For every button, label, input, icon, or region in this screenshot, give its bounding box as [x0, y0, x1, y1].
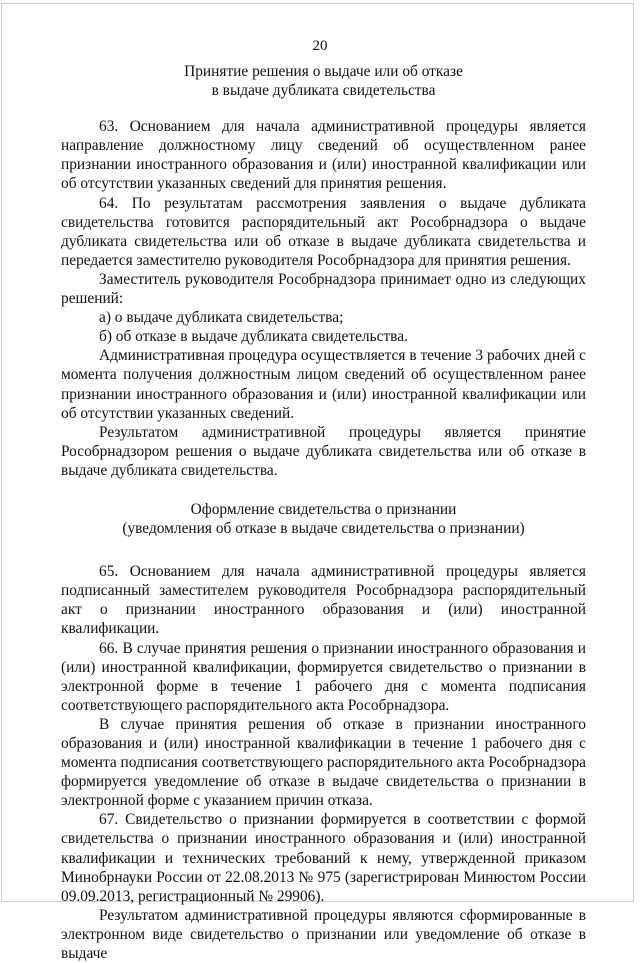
paragraph-procedure-result: Результатом административной процедуры является принятие Рособрнадзором решения о выдаче дубликата свидетельства или об отказе в выдаче дубликата свидетельства. — [61, 423, 586, 479]
page-number: 20 — [312, 38, 328, 54]
heading-line: в выдаче дубликата свидетельства — [211, 82, 436, 100]
heading-line: Оформление свидетельства о признании — [190, 500, 457, 518]
paragraph-63: 63. Основанием для начала административной процедуры является направление должностному лицу сведений об осуществленном ранее признании иностранного образования и (или) иностранной квалификации или об отсутствии указанных сведений для принятия решения. — [61, 118, 586, 193]
heading-line: Принятие решения о выдаче или об отказе — [184, 63, 463, 80]
page-content — [61, 62, 586, 963]
paragraph-66: 66. В случае принятия решения о признании иностранного образования и (или) иностранной квалификации, формируется свидетельство о признании в электронной форме в течение 1 рабочего дня с момента подписания соответствующего распорядительного акта Рособрнадзора. — [61, 639, 586, 714]
paragraph-procedure-result-2: Результатом административной процедуры являются сформированные в электронном виде свидетельство о признании или уведомление об отказе в выдаче — [61, 906, 586, 963]
paragraph-64: 64. По результатам рассмотрения заявления о выдаче дубликата свидетельства готовится распорядительный акт Рособрнадзора о выдаче дубликата свидетельства или об отказе в выдаче дубликата свидетельства и передается заместителю руководителя Рособрнадзора для принятия решения. — [61, 194, 586, 269]
section-heading-duplicate-decision — [61, 62, 586, 100]
paragraph-decision-options: Заместитель руководителя Рособрнадзора принимает одно из следующих решений: — [61, 270, 586, 308]
paragraph-65: 65. Основанием для начала административной процедуры является подписанный заместителем руководителя Рособрнадзора распорядительный акт о признании иностранного образования и (или) иностранной квалификации. — [61, 563, 586, 638]
paragraph-procedure-term: Административная процедура осуществляется в течение 3 рабочих дней с момента получения должностным лицом сведений об осуществленном ранее признании иностранного образования и (или) иностранной квалификации или об отсутствии указанных сведений. — [61, 347, 586, 422]
paragraph-67: 67. Свидетельство о признании формируется в соответствии с формой свидетельства о признании иностранного образования и (или) иностранной квалификации и технических требований к нему, утвержденной приказом Минобрнауки России от 22.08.2013 № 975 (зарегистрирован Минюстом России 09.09.2013, регистрационный № 29906). — [61, 811, 586, 905]
paragraph-refusal-notice: В случае принятия решения об отказе в признании иностранного образования и (или) иностранной квалификации в течение 1 рабочего дня с момента подписания соответствующего распорядительного акта Рособрнадзора формируется уведомление об отказе в выдаче свидетельства о признании в электронной форме с указанием причин отказа. — [61, 715, 586, 810]
list-item-b: б) об отказе в выдаче дубликата свидетельства. — [99, 328, 408, 346]
heading-line: (уведомления об отказе в выдаче свидетельства о признании) — [122, 520, 525, 538]
section-heading-certificate-issuance — [61, 500, 586, 538]
list-item-a: а) о выдаче дубликата свидетельства; — [99, 309, 344, 327]
